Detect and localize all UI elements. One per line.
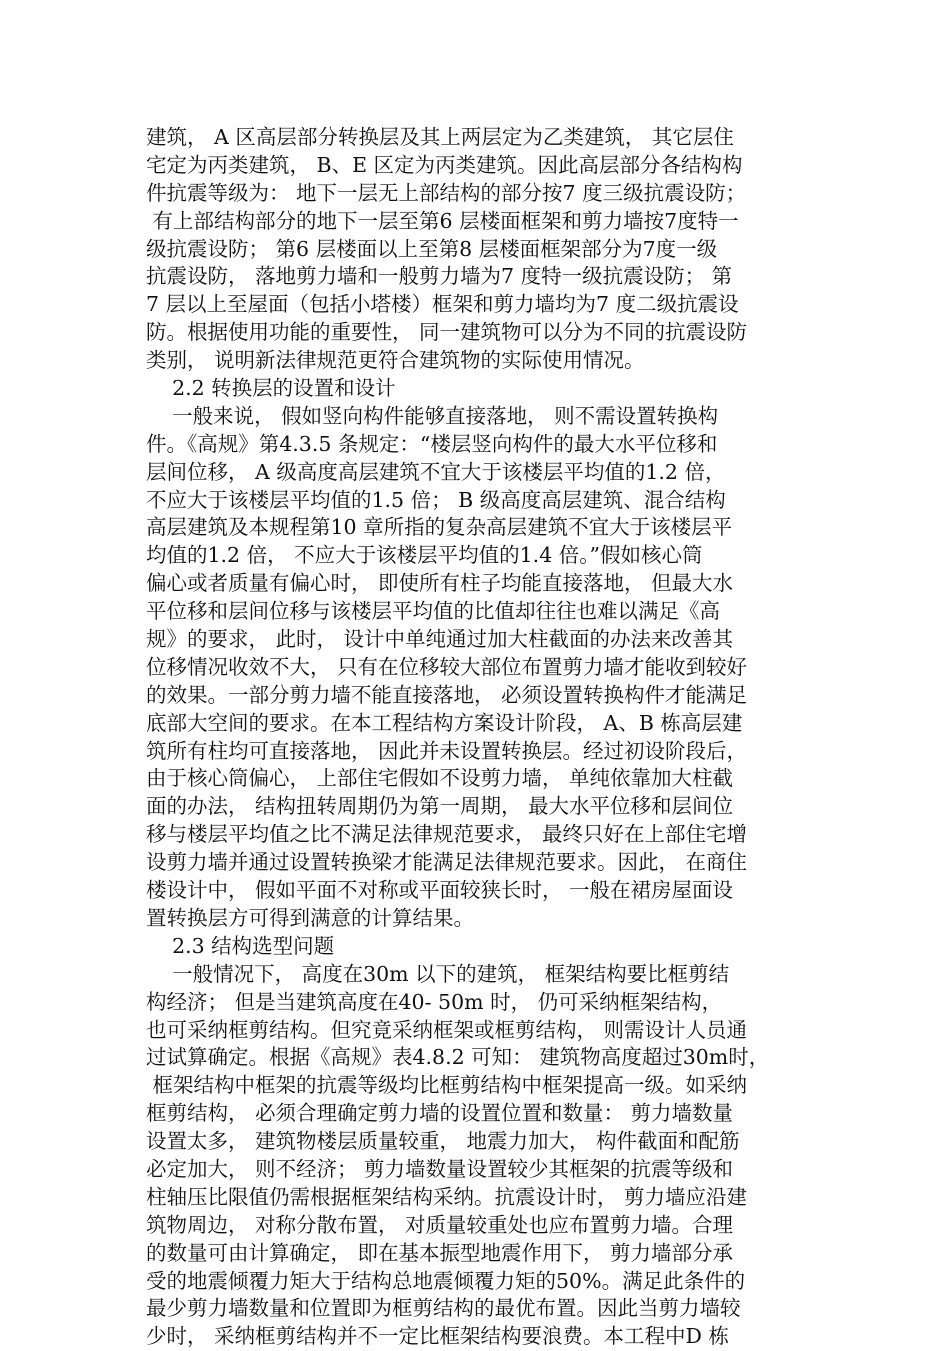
text-line: 级抗震设防； 第6 层楼面以上至第8 层楼面框架部分为7度一级 [146, 236, 718, 261]
text-line: 构经济； 但是当建筑高度在40- 50m 时， 仍可采纳框架结构， [146, 989, 723, 1014]
text-line: 设剪力墙并通过设置转换梁才能满足法律规范要求。因此， 在商住 [146, 850, 748, 875]
text-line: 一般来说， 假如竖向构件能够直接落地， 则不需设置转换构 [146, 403, 719, 428]
text-line: 件。《高规》第4.3.5 条规定：“楼层竖向构件的最大水平位移和 [146, 431, 718, 456]
text-line: 柱轴压比限值仍需根据框架结构采纳。抗震设计时， 剪力墙应沿建 [146, 1184, 748, 1209]
text-line: 高层建筑及本规程第10 章所指的复杂高层建筑不宜大于该楼层平 [146, 515, 733, 540]
text-line: 一般情况下， 高度在30m 以下的建筑， 框架结构要比框剪结 [146, 961, 730, 986]
text-line: 防。根据使用功能的重要性， 同一建筑物可以分为不同的抗震设防 [146, 320, 748, 345]
text-line: 层间位移， A 级高度高层建筑不宜大于该楼层平均值的1.2 倍， [146, 459, 726, 484]
text-line: 的数量可由计算确定， 即在基本振型地震作用下， 剪力墙部分承 [146, 1240, 734, 1265]
text-line: 置转换层方可得到满意的计算结果。 [146, 905, 474, 930]
text-line: 筑所有柱均可直接落地， 因此并未设置转换层。经过初设阶段后， [146, 738, 748, 763]
text-line: 设置太多， 建筑物楼层质量较重， 地震力加大， 构件截面和配筋 [146, 1129, 740, 1154]
text-line: 也可采纳框剪结构。但究竟采纳框架或框剪结构， 则需设计人员通 [146, 1017, 748, 1042]
text-line: 少时， 采纳框剪结构并不一定比框架结构要浪费。本工程中D 栋 [146, 1324, 729, 1349]
text-line: 宅定为丙类建筑， B、E 区定为丙类建筑。因此高层部分各结构构 [146, 152, 743, 177]
text-line: 偏心或者质量有偏心时， 即使所有柱子均能直接落地， 但最大水 [146, 571, 734, 596]
text-line: 位移情况收效不大， 只有在位移较大部位布置剪力墙才能收到较好 [146, 654, 748, 679]
text-line: 件抗震等级为： 地下一层无上部结构的部分按7 度三级抗震设防； [146, 180, 747, 205]
text-line: 平位移和层间位移与该楼层平均值的比值却往往也难以满足《高 [146, 599, 720, 624]
text-line: 楼设计中， 假如平面不对称或平面较狭长时， 一般在裙房屋面设 [146, 878, 734, 903]
text-line: 类别， 说明新法律规范更符合建筑物的实际使用情况。 [146, 348, 645, 373]
text-line: 框架结构中框架的抗震等级均比框剪结构中框架提高一级。如采纳 [146, 1073, 748, 1098]
text-line: 规》的要求， 此时， 设计中单纯通过加大柱截面的办法来改善其 [146, 627, 734, 652]
text-line: 7 层以上至屋面（包括小塔楼）框架和剪力墙均为7 度二级抗震设 [146, 292, 739, 317]
text-line: 框剪结构， 必须合理确定剪力墙的设置位置和数量： 剪力墙数量 [146, 1101, 734, 1126]
text-line: 不应大于该楼层平均值的1.5 倍； B 级高度高层建筑、混合结构 [146, 487, 726, 512]
text-line: 必定加大， 则不经济； 剪力墙数量设置较少其框架的抗震等级和 [146, 1156, 734, 1181]
text-line: 底部大空间的要求。在本工程结构方案设计阶段， A、B 栋高层建 [146, 710, 743, 735]
body-text [146, 124, 818, 1351]
text-line: 最少剪力墙数量和位置即为框剪结构的最优布置。因此当剪力墙较 [146, 1296, 741, 1321]
text-line: 2.3 结构选型问题 [146, 933, 335, 958]
text-line: 建筑， A 区高层部分转换层及其上两层定为乙类建筑， 其它层住 [146, 125, 734, 149]
text-line: 抗震设防， 落地剪力墙和一般剪力墙为7 度特一级抗震设防； 第 [146, 264, 733, 289]
text-line: 过试算确定。根据《高规》表4.8.2 可知： 建筑物高度超过30m时， [146, 1045, 770, 1070]
text-line: 筑物周边， 对称分散布置， 对质量较重处也应布置剪力墙。合理 [146, 1212, 734, 1237]
text-line: 由于核心筒偏心， 上部住宅假如不设剪力墙， 单纯依靠加大柱截 [146, 766, 734, 791]
text-line: 面的办法， 结构扭转周期仍为第一周期， 最大水平位移和层间位 [146, 794, 734, 819]
text-line: 2.2 转换层的设置和设计 [146, 376, 396, 401]
text-line: 受的地震倾覆力矩大于结构总地震倾覆力矩的50%。满足此条件的 [146, 1268, 746, 1293]
text-line: 均值的1.2 倍， 不应大于该楼层平均值的1.4 倍。”假如核心筒 [146, 543, 703, 568]
text-line: 移与楼层平均值之比不满足法律规范要求， 最终只好在上部住宅增 [146, 822, 748, 847]
text-line: 有上部结构部分的地下一层至第6 层楼面框架和剪力墙按7度特一 [146, 208, 739, 233]
text-line: 的效果。一部分剪力墙不能直接落地， 必须设置转换构件才能满足 [146, 682, 748, 707]
